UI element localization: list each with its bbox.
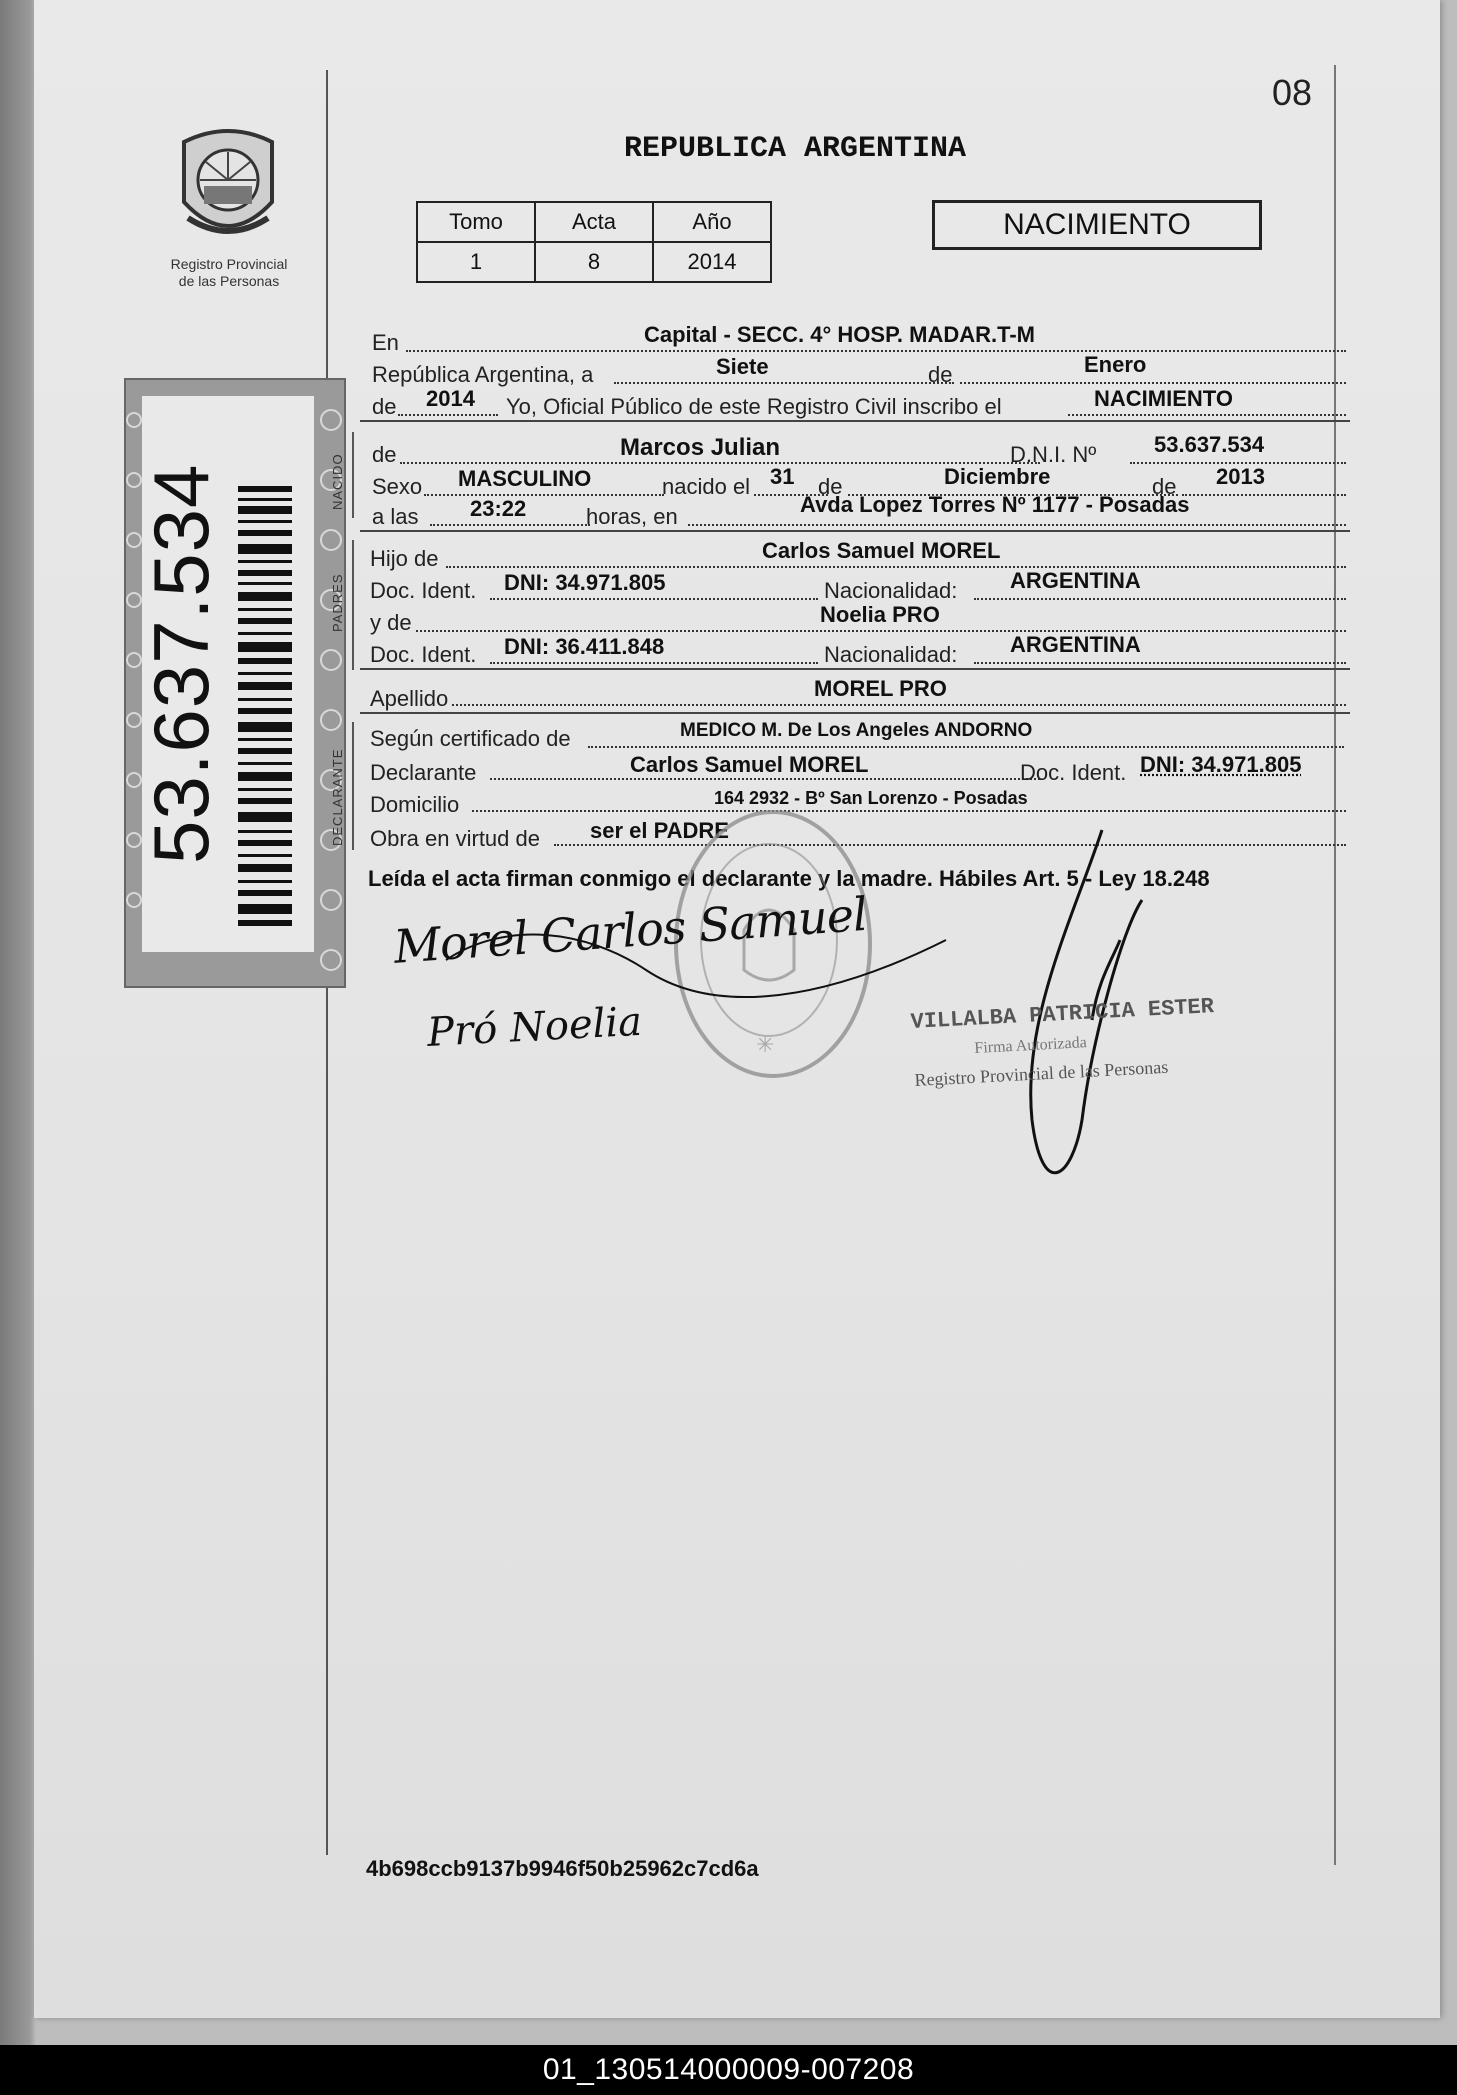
table-value-acta: 8 (535, 242, 653, 282)
dotted-line (416, 630, 1346, 632)
republica-label: República Argentina, a (372, 362, 594, 387)
svg-text:✳: ✳ (756, 1033, 775, 1058)
dotted-line (614, 382, 954, 384)
dotted-line (452, 704, 1346, 706)
dotted-line (490, 598, 818, 600)
declarante-doc: DNI: 34.971.805 (1140, 752, 1302, 777)
dotted-line (960, 382, 1346, 384)
mother-doc: DNI: 36.411.848 (504, 634, 665, 659)
child-dni: 53.637.534 (1154, 432, 1265, 457)
registry-name-line1: Registro Provincial (170, 256, 288, 272)
inscribo-value: NACIMIENTO (1094, 386, 1233, 411)
dotted-line (472, 810, 1346, 812)
registry-name (164, 256, 294, 290)
en-label: En (372, 330, 399, 355)
file-id-band: 01_130514000009-007208 (0, 2045, 1457, 2095)
right-margin-rule (1334, 65, 1336, 1865)
page-number: 08 (1272, 72, 1313, 113)
day-value: Siete (716, 354, 769, 379)
obra-label: Obra en virtud de (370, 826, 540, 851)
record-type-box: NACIMIENTO (932, 200, 1262, 250)
section-divider (360, 420, 1350, 422)
a-las-label: a las (372, 504, 419, 529)
child-name: Marcos Julian (620, 434, 781, 461)
birth-day: 31 (770, 464, 795, 489)
official-role: Firma Autorizada (974, 1034, 1088, 1057)
section-bracket (352, 722, 354, 850)
dotted-line (490, 778, 1040, 780)
official-name: VILLALBA PATRICIA ESTER (910, 994, 1215, 1035)
mother-name: Noelia PRO (820, 602, 940, 627)
certificado-value: MEDICO M. De Los Angeles ANDORNO (680, 720, 1033, 741)
declarante-name: Carlos Samuel MOREL (630, 752, 869, 777)
dotted-line (430, 524, 590, 526)
section-bracket (352, 432, 354, 518)
side-number: 53.637.534 (137, 463, 225, 864)
table-header-ano: Año (653, 202, 771, 242)
table-header-tomo: Tomo (417, 202, 535, 242)
birth-year: 2013 (1216, 464, 1265, 489)
hijo-de-label: Hijo de (370, 546, 439, 571)
barcode-bars-icon (238, 486, 292, 926)
dotted-line (1068, 414, 1346, 416)
dotted-line (974, 662, 1346, 664)
obra-value: ser el PADRE (590, 818, 729, 843)
signature-madre: Pró Noelia (426, 998, 644, 1056)
year-value: 2014 (426, 386, 475, 411)
section-bracket (352, 540, 354, 670)
dotted-line (688, 524, 1346, 526)
declarante-label: Declarante (370, 760, 477, 785)
barcode-inner (137, 396, 314, 952)
dotted-line (554, 844, 1346, 846)
table-header-acta: Acta (535, 202, 653, 242)
father-name: Carlos Samuel MOREL (762, 538, 1001, 563)
signature-declarante: Morel Carlos Samuel (392, 886, 869, 974)
mother-doc-label: Doc. Ident. (370, 642, 477, 667)
table-value-ano: 2014 (653, 242, 771, 282)
domicilio-label: Domicilio (370, 792, 460, 817)
year-prefix-label: de (372, 394, 397, 419)
dotted-line (398, 414, 498, 416)
dotted-line (1182, 494, 1346, 496)
de-label: de (928, 362, 953, 387)
birth-time: 23:22 (470, 496, 527, 521)
sexo-value: MASCULINO (458, 466, 592, 491)
birth-certificate-page (34, 0, 1440, 2018)
place-value: Capital - SECC. 4° HOSP. MADAR.T-M (644, 322, 1035, 347)
y-de-label: y de (370, 610, 412, 635)
dni-label: D.N.I. Nº (1010, 442, 1097, 467)
closing-text: Leída el acta firman conmigo el declarante y la madre. Hábiles Art. 5 - Ley 18.248 (368, 866, 1210, 891)
mother-nationality: ARGENTINA (1010, 632, 1141, 657)
signature-underline-stroke (386, 900, 966, 1020)
dotted-line (406, 350, 1346, 352)
de-label: de (1152, 474, 1177, 499)
section-divider (360, 668, 1350, 670)
sexo-label: Sexo (372, 474, 423, 499)
dotted-line (588, 746, 1344, 748)
section-label-declarante: DECLARANTE (330, 748, 345, 846)
horas-label: horas, en (586, 504, 678, 529)
father-doc-label: Doc. Ident. (370, 578, 477, 603)
country-title: REPUBLICA ARGENTINA (624, 132, 967, 166)
register-table (416, 201, 772, 283)
mother-nationality-label: Nacionalidad: (824, 642, 958, 667)
month-value: Enero (1084, 352, 1147, 377)
section-divider (360, 530, 1350, 532)
dotted-line (490, 662, 818, 664)
certificado-label: Según certificado de (370, 726, 571, 751)
apellido-label: Apellido (370, 686, 449, 711)
section-divider (360, 712, 1350, 714)
father-doc: DNI: 34.971.805 (504, 570, 666, 595)
domicilio-value: 164 2932 - Bº San Lorenzo - Posadas (714, 788, 1028, 808)
apellido-value: MOREL PRO (814, 676, 947, 701)
nacido-de-label: de (372, 442, 397, 467)
provincial-seal-icon (174, 122, 282, 252)
nacido-el-label: nacido el (662, 474, 751, 499)
father-nationality-label: Nacionalidad: (824, 578, 958, 603)
father-nationality: ARGENTINA (1010, 568, 1141, 593)
official-office: Registro Provincial de las Personas (914, 1056, 1169, 1090)
hash-code: 4b698ccb9137b9946f50b25962c7cd6a (366, 1856, 759, 1881)
dotted-line (974, 598, 1346, 600)
barcode-label (124, 378, 346, 988)
declarante-doc-label: Doc. Ident. (1020, 760, 1127, 785)
birth-month: Diciembre (944, 464, 1051, 489)
de-label: de (818, 474, 843, 499)
section-label-padres: PADRES (330, 573, 345, 632)
section-label-nacido: NACIDO (330, 453, 345, 510)
table-value-tomo: 1 (417, 242, 535, 282)
dotted-line (424, 494, 664, 496)
inscribo-text: Yo, Oficial Público de este Registro Civil inscribo el (506, 394, 1002, 419)
birth-place: Avda Lopez Torres Nº 1177 - Posadas (800, 492, 1190, 517)
dotted-line (446, 566, 1346, 568)
registry-name-line2: de las Personas (178, 273, 280, 289)
